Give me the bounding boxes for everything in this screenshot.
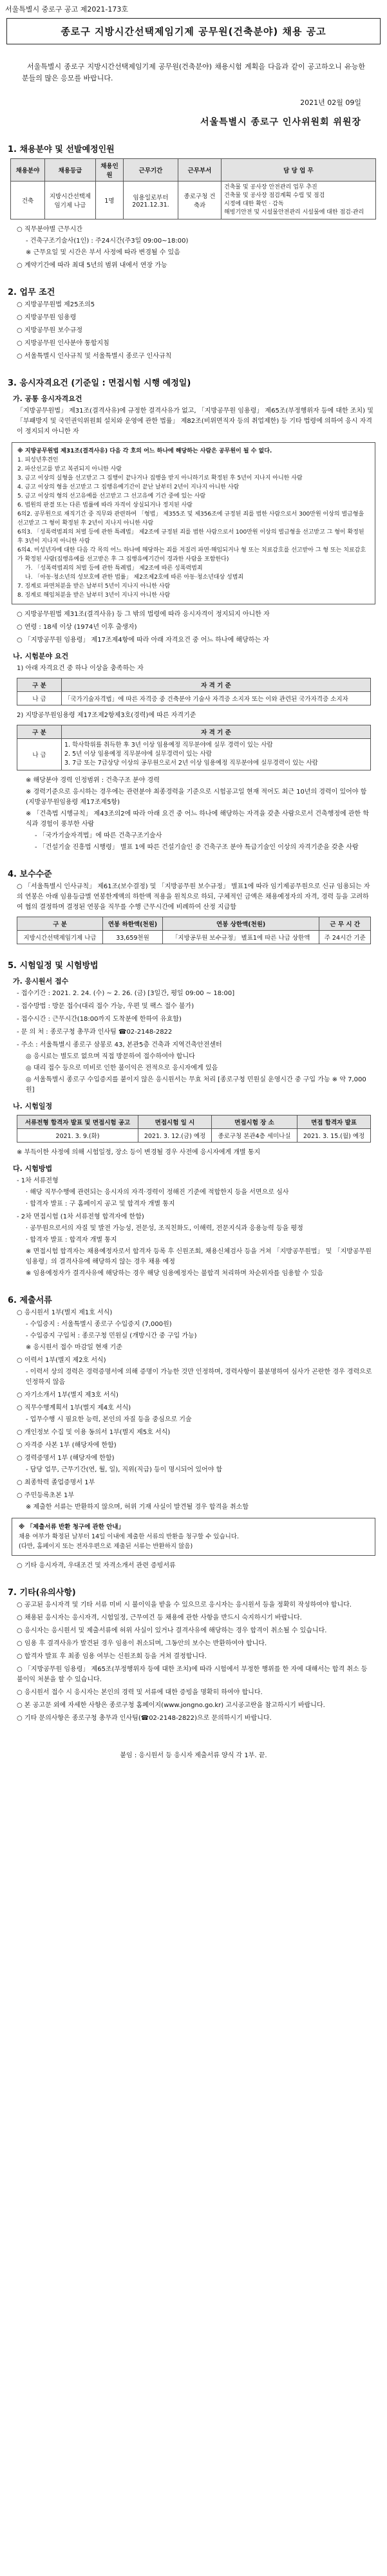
paragraph: ○ 본 공고문 외에 자세한 사항은 종로구청 홈페이지(www.jongno.go.kr) 고시공고란을 참고하시기 바랍니다. xyxy=(17,1702,325,1709)
recruitment-table xyxy=(10,158,376,219)
paragraph: ○ 「지방공무원 임용령」 제65조(부정행위자 등에 대한 조치)에 따라 시험에서 부정한 행위를 한 자에 대해서는 합격 취소 등 불이익 처분을 할 수 있습니다. xyxy=(17,1666,368,1683)
table-cell: 건축 xyxy=(11,182,45,219)
header-cell: 채용분야 xyxy=(11,159,45,182)
table-cell: 「지방공무원 보수규정」 별표1에 따른 나급 상한액 xyxy=(162,931,319,944)
note-title: ※ 지방공무원법 제31조(결격사유) 다음 각 호의 어느 하나에 해당하는 사람은 공무원이 될 수 없다. xyxy=(17,448,272,454)
paragraph: ◎ 대리 접수 등으로 미비로 인한 불이익은 전적으로 응시자에게 있음 xyxy=(26,1065,218,1072)
paragraph: - 이력서 상의 경력은 경력증명서에 의해 증명이 가능한 것만 인정하며, 경력사항이 불분명하여 심사가 곤란한 경우 경력으로 인정하지 않음 xyxy=(26,1368,372,1386)
header-cell: 연봉 상한액(천원) xyxy=(162,917,319,931)
qualification-table-license xyxy=(17,678,371,705)
qualification-table-experience xyxy=(17,725,371,770)
header-cell: 자 격 기 준 xyxy=(62,725,371,739)
table-cell: 1. 학사학위를 취득한 후 3년 이상 임용예정 직무분야에 실무 경력이 있는 사람 2. 5년 이상 임용예정 직무분야에 실무경력이 있는 사람 3. 7급 또는 7급상당 이상의 공무원으로서 2년 이상 임용예정 직무분야에 실무경력이 있는 사람 xyxy=(62,739,371,770)
paragraph: - 접수시간 : 근무시간(18:00까지 도착분에 한하여 유효함) xyxy=(17,1016,182,1023)
table-cell: 2021. 3. 15.(월) 예정 xyxy=(297,1129,371,1143)
paragraph: · 합격자 발표 : 합격자 개별 통지 xyxy=(26,1237,117,1244)
section-6-title: 6. 제출서류 xyxy=(8,1296,52,1305)
header-cell: 채용인원 xyxy=(96,159,124,182)
paragraph: ※ 면접시험 합격자는 채용예정자로서 합격자 등록 후 신원조회, 채용신체검사 등을 거쳐 「지방공무원법」 및 「지방공무원 임용령」의 결격사유에 해당하지 않는 경우 채용 예정 xyxy=(26,1248,372,1265)
subsection-title: 나. 시험분야 요건 xyxy=(13,652,69,660)
paragraph: ※ 부득이한 사정에 의해 시험일정, 장소 등이 변경될 경우 사전에 응시자에게 개별 통지 xyxy=(17,1149,261,1156)
table-cell: 종로구청 건축과 xyxy=(178,182,222,219)
section-3-title: 3. 응시자격요건 (기준일 : 면접시험 시행 예정일) xyxy=(8,378,191,388)
header-cell: 면접시험 장 소 xyxy=(211,1115,297,1129)
list-item: ○ 지방공무원 보수규정 xyxy=(17,327,83,334)
header-cell: 연봉 하한액(천원) xyxy=(103,917,163,931)
issuing-organization: 서울특별시 종로구 인사위원회 위원장 xyxy=(200,117,361,127)
document-number: 서울특별시 중로구 공고 제2021-173호 xyxy=(5,5,128,14)
note-line: - 건축구조기술사(1인) : 주24시간(주3일 09:00~18:00) xyxy=(26,238,189,245)
table-cell: 임용일로부터 2021.12.31. xyxy=(124,182,178,219)
table-cell: 주 24시간 기준 xyxy=(319,931,371,944)
paragraph: ○ 합격자 발표 후 최종 임용 여부는 신원조회 등을 거쳐 결정합니다. xyxy=(17,1653,207,1660)
schedule-table xyxy=(17,1115,371,1143)
table-cell: 나 급 xyxy=(17,739,62,770)
table-cell: 33,659천원 xyxy=(103,931,163,944)
paragraph: - 1차 서류전형 xyxy=(17,1177,59,1184)
intro-paragraph: 서울특별시 종로구 지방시간선택제임기제 공무원(건축분야) 채용시험 계획을 다음과 같이 공고하오니 유능한 분들의 많은 응모를 바랍니다. xyxy=(22,62,365,82)
paragraph: - 2차 면접시험 (1차 서류전형 합격자에 한함) xyxy=(17,1213,144,1220)
header-cell: 구 분 xyxy=(17,678,62,692)
note-item: 1. 피성년후견인 xyxy=(17,457,59,463)
note-item: 6. 법원의 판결 또는 다른 법률에 따라 자격이 상실되거나 정지된 사람 xyxy=(17,502,193,509)
section-2-title: 2. 업무 조건 xyxy=(8,288,55,297)
list-item: ○ 지방공무원 임용령 xyxy=(17,314,77,321)
attachment-note: 붙임 : 응시원서 등 응시자 제출서류 양식 각 1부. 끝. xyxy=(120,1752,267,1759)
paragraph: · 합격자 발표 : 구 홈페이지 공고 및 합격자 개별 통지 xyxy=(26,1200,175,1208)
paragraph: ○ 주민등록초본 1부 xyxy=(17,1492,75,1499)
table-cell: 2021. 3. 9.(화) xyxy=(17,1129,138,1143)
paragraph: ◎ 서울특별시 종로구 수입증지를 붙이지 않은 응시원서는 무효 처리 [종로구청 민원실 운영시간 중 구입 가능 ※ 약 7,000원] xyxy=(26,1076,366,1094)
paragraph: - 문 의 처 : 종로구청 총무과 인사팀 ☎02-2148-2822 xyxy=(17,1029,173,1036)
note-item: 나. 「아동·청소년의 성보호에 관한 법률」 제2조제2호에 따른 아동·청소년대상 성범죄 xyxy=(25,574,244,581)
note-item: 2. 파산선고를 받고 복권되지 아니한 사람 xyxy=(17,466,122,472)
paragraph: ○ 개인정보 수집 및 이용 동의서 1부(별지 제5호 서식) xyxy=(17,1429,171,1436)
paragraph: ○ 기타 응시자격, 우대조건 및 자격소개서 관련 증빙서류 xyxy=(17,1562,176,1569)
paragraph: - 주소 : 서울특별시 종로구 삼봉로 43, 본관5층 건축과 지역건축안전센터 xyxy=(17,1041,222,1049)
paragraph: ○ 임용 후 결격사유가 발견된 경우 임용이 취소되며, 그동안의 보수는 반환하여야 합니다. xyxy=(17,1640,267,1647)
paragraph: ○ 「서울특별시 인사규칙」 제61조(보수결정) 및 「지방공무원 보수규정」 별표1에 따라 임기제공무원으로 신규 임용되는 자의 연봉은 아래 임용등급별 연봉한계액의 하한액 적용을 원칙으로 하되, 구체적인 금액은 채용예정자의 자격, 경력 등을 고려하여 협의 결정하며 결정된 연봉을 직무를 수행 근무시간에 비례하여 산정 지급함 xyxy=(17,883,370,911)
header-cell: 구 분 xyxy=(17,917,103,931)
table-cell: 지방시간선택제임기제 나급 xyxy=(17,931,103,944)
paragraph: ※ 경력기준으로 응시하는 경우에는 관련분야 최종경력을 기준으로 시험공고일 현재 적어도 최근 10년의 경력이 있어야 함 (지방공무원임용령 제17조제5항) xyxy=(26,789,367,806)
paragraph: ○ 「지방공무원 임용령」 제17조제4항에 따라 아래 자격요건 중 어느 하나에 해당하는 자 xyxy=(17,637,269,644)
paragraph: ○ 지방공무원법 제31조(결격사유) 등 그 밖의 법령에 따라 응시자격이 정지되지 아니한 자 xyxy=(17,611,270,618)
paragraph: · 해당 직무수행에 관련되는 응시자의 자격·경력이 정해진 기준에 적합한지 등을 서면으로 심사 xyxy=(26,1189,289,1196)
paragraph: ○ 자기소개서 1부(별지 제3호 서식) xyxy=(17,1392,118,1399)
paragraph: ○ 채용된 응시자는 응시자격, 시험일정, 근무여건 등 채용에 관한 사항을 반드시 숙지하시기 바랍니다. xyxy=(17,1614,302,1621)
paragraph: ○ 응시원서 1부(별지 제1호 서식) xyxy=(17,1309,113,1316)
table-cell: 1명 xyxy=(96,182,124,219)
subsection-title: 나. 시험일정 xyxy=(13,1102,53,1110)
section-1-title: 1. 채용분야 및 선발예정인원 xyxy=(8,145,115,154)
paragraph: - 「국가기술자격법」에 따른 건축구조기술사 xyxy=(35,832,162,839)
salary-table xyxy=(17,917,371,944)
note-line: ○ 직무분야별 근무시간 xyxy=(17,226,83,233)
note-item: 5. 금고 이상의 형의 선고유예를 선고받고 그 선고유예 기간 중에 있는 사람 xyxy=(17,493,206,499)
section-7-title: 7. 기타(유의사항) xyxy=(8,1588,76,1598)
paragraph: 2) 지방공무원임용령 제17조제2항제3호(경력)에 따른 자격기준 xyxy=(17,712,196,719)
note-item: 3. 금고 이상의 실형을 선고받고 그 집행이 끝나거나 집행을 받지 아니하기로 확정된 후 5년이 지나지 아니한 사람 xyxy=(17,475,303,481)
header-cell: 근무기간 xyxy=(124,159,178,182)
paragraph: ○ 경력증명서 1부 (해당자에 한함) xyxy=(17,1455,115,1462)
box-line: ※ 「제출서류 반환 청구에 관한 안내」 xyxy=(19,1524,125,1531)
paragraph: ※ 제출한 서류는 반환하지 않으며, 허위 기재 사실이 발견될 경우 합격을 취소함 xyxy=(26,1504,249,1511)
paragraph: - 수입증지 구입처 : 종로구청 민원실 (개방시간 중 구입 가능) xyxy=(26,1332,197,1339)
header-cell: 면접시험 일 시 xyxy=(138,1115,212,1129)
note-item: 8. 징계로 해임처분을 받은 날부터 3년이 지나지 아니한 사람 xyxy=(17,592,171,599)
box-line: (다만, 홈페이지 또는 전자우편으로 제출된 서류는 반환하지 않음) xyxy=(19,1543,193,1550)
paragraph: ○ 기타 문의사항은 종로구청 총무과 인사팀(☎02-2148-2822)으로 문의하시기 바랍니다. xyxy=(17,1715,272,1722)
note-line: ※ 근무요일 및 시간은 부서 사정에 따라 변경될 수 있음 xyxy=(26,249,180,256)
note-item: 6의4. 미성년자에 대한 다음 각 목의 어느 하나에 해당하는 죄를 저질러 파면·해임되거나 형 또는 치료감호를 선고받아 그 형 또는 치료감호가 확정된 사람(집행유예를 선고받은 후 그 집행유예기간이 경과한 사람을 포함한다) xyxy=(17,547,366,563)
paragraph: ※ 응시원서 접수 마감일 현재 기준 xyxy=(26,1344,122,1351)
note-item: 6의2. 공무원으로 재직기간 중 직무와 관련하여 「형법」 제355조 및 제356조에 규정된 죄를 범한 사람으로서 300만원 이상의 벌금형을 선고받고 그 형이 확정된 후 2년이 지나지 아니한 사람 xyxy=(17,511,364,527)
paragraph: - 접수기간 : 2021. 2. 24. (수) ~ 2. 26. (금) [3일간, 평일 09:00 ~ 18:00] xyxy=(17,990,235,997)
paragraph: ※ 해당분야 경력 인정범위 : 건축구조 분야 경력 xyxy=(26,777,160,784)
subsection-title: 가. 응시원서 접수 xyxy=(13,977,69,985)
paragraph: ※ 임용예정자가 결격사유에 해당하는 경우 해당 임용예정자는 불합격 처리하며 차순위자를 임용할 수 있음 xyxy=(26,1270,323,1277)
paragraph: ○ 연령 : 18세 이상 (1974년 이후 출생자) xyxy=(17,624,137,631)
paragraph: ○ 공고된 응시자격 및 기타 서류 미비 시 불이익을 받을 수 있으므로 응시자는 응시원서 등을 정확히 작성하여야 합니다. xyxy=(17,1601,352,1609)
note-item: 가. 「성폭력범죄의 처벌 등에 관한 특례법」 제2조에 따른 성폭력범죄 xyxy=(25,565,203,572)
paragraph: ◎ 응시료는 별도로 없으며 직접 방문하여 접수하여야 합니다 xyxy=(26,1053,195,1060)
header-cell: 구 분 xyxy=(17,725,62,739)
section-5-title: 5. 시험일정 및 시험방법 xyxy=(8,961,99,971)
paragraph: ○ 직무수행계획서 1부(별지 제4호 서식) xyxy=(17,1405,131,1412)
paragraph: ○ 자격증 사본 1부 (해당자에 한함) xyxy=(17,1442,117,1449)
paragraph: - 「건설기술 진흥법 시행령」 별표 1에 따른 건설기술인 중 건축구조 분야 특급기술인 이상의 자격기준을 갖춘 사람 xyxy=(35,844,359,851)
table-cell: 「국가기술자격법」에 따른 자격증 중 건축분야 기술사 자격증 소지자 또는 이와 관련된 국가자격증 소지자 xyxy=(62,692,371,705)
header-cell: 근무부서 xyxy=(178,159,222,182)
section-4-title: 4. 보수수준 xyxy=(8,870,52,879)
paragraph: ○ 이력서 1부(별지 제2호 서식) xyxy=(17,1357,106,1364)
header-cell: 면접 합격자 발표 xyxy=(297,1115,371,1129)
paragraph: ○ 응시원서 접수 시 응시자는 본인의 경력 및 서류에 대한 증빙을 명확히 하여야 합니다. xyxy=(17,1689,263,1696)
note-item: 4. 금고 이상의 형을 선고받고 그 집행유예기간이 끝난 날부터 2년이 지나지 아니한 사람 xyxy=(17,484,240,490)
paragraph: 「지방공무원법」 제31조(결격사유)에 규정한 결격사유가 없고, 「지방공무원 임용령」 제65조(부정행위자 등에 대한 조치) 및 「부패방지 및 국민권익위원회 설치와 운영에 관한 법률」 제82조(비위면직자 등의 취업제한) 등 기타 법령에 의하여 응시 자격이 정지되지 아니한 자 xyxy=(17,407,373,435)
paragraph: ○ 최종학력 졸업증명서 1부 xyxy=(17,1479,95,1486)
announcement-date: 2021년 02월 09일 xyxy=(300,98,361,107)
header-cell: 근 무 시 간 xyxy=(319,917,371,931)
table-cell: 건축물 및 공사장 안전관리 업무 추진 건축물 및 공사장 점검계획 수립 및 점검 시정에 대한 확인 · 감독 해빙기안전 및 시설물안전관리 시설물에 대한 점검·관리 xyxy=(222,182,376,219)
subsection-title: 가. 공통 응시자격요건 xyxy=(13,395,82,403)
paragraph: · 공무원으로서의 자질 및 발전 가능성, 전문성, 조직친화도, 이해력, 전문지식과 응용능력 등을 평정 xyxy=(26,1225,303,1232)
disqualification-note-box xyxy=(12,442,375,604)
table-cell: 종로구청 본관4층 세미나실 xyxy=(211,1129,297,1143)
paragraph: - 접수방법 : 방문 접수(대리 접수 가능, 우편 및 팩스 접수 불가) xyxy=(17,1003,194,1010)
note-line: ○ 계약기간에 따라 최대 5년의 범위 내에서 연장 가능 xyxy=(17,262,167,269)
table-cell: 2021. 3. 12.(금) 예정 xyxy=(138,1129,212,1143)
paragraph: - 업무수행 시 필요한 능력, 본인의 자질 등을 중심으로 기술 xyxy=(26,1416,192,1423)
paragraph: ○ 응시자는 응시원서 및 제출서류에 허위 사실이 있거나 결격사유에 해당하는 경우 합격이 취소될 수 있습니다. xyxy=(17,1627,327,1634)
header-cell: 자 격 기 준 xyxy=(62,678,371,692)
note-item: 6의3. 「성폭력범죄의 처벌 등에 관한 특례법」 제2조에 규정된 죄를 범한 사람으로서 100만원 이상의 벌금형을 선고받고 그 형이 확정된 후 3년이 지나지 아니한 사람 xyxy=(17,529,364,545)
document-return-box xyxy=(12,1518,375,1556)
note-item: 7. 징계로 파면처분을 받은 날부터 5년이 지나지 아니한 사람 xyxy=(17,583,171,590)
table-cell: 나 급 xyxy=(17,692,62,705)
list-item: ○ 지방공무원법 제25조의5 xyxy=(17,301,95,308)
subsection-title: 다. 시험방법 xyxy=(13,1164,53,1173)
box-line: 채용 여부가 확정된 날부터 14일 이내에 제출한 서류의 반환을 청구할 수 있습니다. xyxy=(19,1533,239,1540)
paragraph: - 수입증지 : 서울특별시 종로구 수입증지 (7,000원) xyxy=(26,1321,172,1328)
paragraph: ※ 「건축법 시행규칙」 제43조의2에 따라 아래 요건 중 어느 하나에 해당하는 자격을 갖춘 사람으로서 건축행정에 관한 학식과 경험이 풍부한 사람 xyxy=(26,810,370,828)
paragraph: 1) 아래 자격요건 중 하나 이상을 충족하는 자 xyxy=(17,665,144,672)
header-cell: 서류전형 합격자 발표 및 면접시험 공고 xyxy=(17,1115,138,1129)
page-title: 종로구 지방시간선택제임기제 공무원(건축분야) 채용 공고 xyxy=(6,18,381,44)
paragraph: - 담당 업무, 근무기간(연, 월, 일), 직위(직급) 등이 명시되어 있어야 함 xyxy=(26,1466,223,1473)
list-item: ○ 지방공무원 인사분야 통합지침 xyxy=(17,340,109,347)
header-cell: 담 당 업 무 xyxy=(222,159,376,182)
table-cell: 지방시간선택제임기제 나급 xyxy=(45,182,96,219)
header-cell: 채용등급 xyxy=(45,159,96,182)
list-item: ○ 서울특별시 인사규칙 및 서울특별시 종로구 인사규칙 xyxy=(17,353,172,360)
